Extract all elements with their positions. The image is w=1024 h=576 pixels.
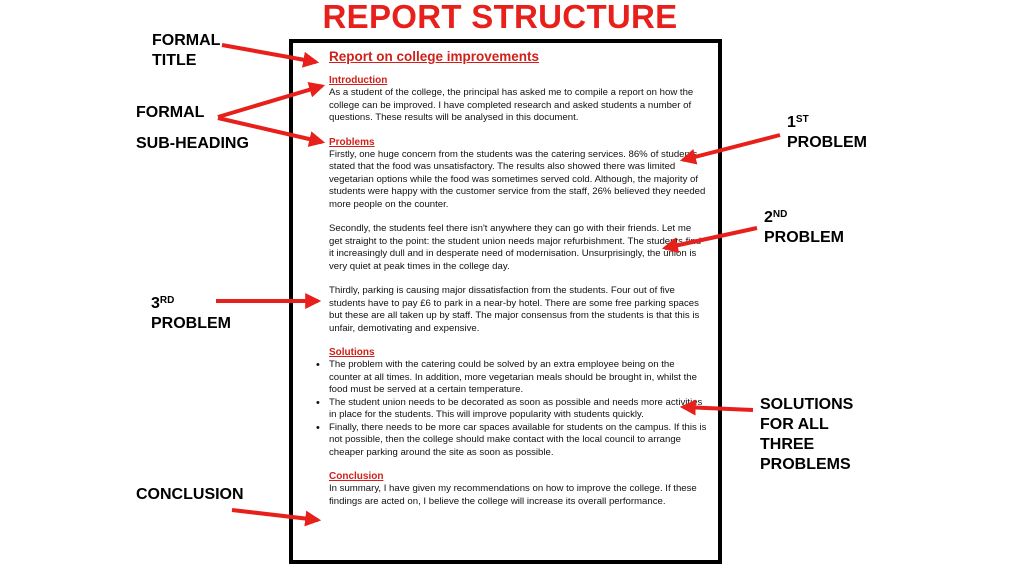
label-second-problem: 2ND PROBLEM bbox=[764, 209, 844, 246]
arrow-formal-title bbox=[222, 45, 316, 62]
solutions-heading: Solutions bbox=[329, 347, 375, 358]
solution-item-1: • The problem with the catering could be solved by an extra employee being on the counter at all times. In addition, more vegetarian meals should be brought in, whilst the food must be served at a certain temperature. bbox=[329, 359, 707, 397]
introduction-text: As a student of the college, the principal has asked me to compile a report on how the college can be improved. I have completed research and asked students a number of questions. These results will be analysed in this document. bbox=[329, 87, 694, 123]
arrow-second-problem bbox=[665, 228, 757, 248]
conclusion-heading: Conclusion bbox=[329, 471, 384, 482]
arrow-subheading-problems bbox=[218, 118, 322, 142]
introduction-heading: Introduction bbox=[329, 75, 388, 86]
label-formal-title: FORMAL TITLE bbox=[152, 32, 221, 69]
problem-2-paragraph: Secondly, the students feel there isn't anywhere they can go with their friends. Let me get straight to the point: the student union needs major refurbishment. The students find it increasingly dull and in desperate need of modernisation. Unsurprisingly, the union is very quiet at peak times in the college day. bbox=[329, 223, 702, 272]
problem-1-paragraph: Firstly, one huge concern from the students was the catering services. 86% of students stated that the food was unsatisfactory. The results also showed there was limited vegetarian options while the food was sometimes served cold. Although, the majority of students were happy with the customer service from the staff, 26% believed they needed more people on the counter. bbox=[329, 148, 706, 210]
arrow-first-problem bbox=[683, 135, 780, 160]
conclusion-text: In summary, I have given my recommendations on how to improve the college. If these findings are acted on, I believe the college will increase its overall performance. bbox=[329, 483, 697, 507]
report-title: Report on college improvements bbox=[329, 49, 540, 64]
label-solutions: SOLUTIONS FOR ALL THREE PROBLEMS bbox=[760, 396, 854, 473]
arrow-subheading-introduction bbox=[218, 86, 322, 117]
label-formal-subheading: FORMAL SUB-HEADING bbox=[136, 104, 249, 152]
label-conclusion: CONCLUSION bbox=[136, 486, 244, 503]
main-title: REPORT STRUCTURE bbox=[322, 0, 678, 35]
solution-item-3: • Finally, there needs to be more car spaces available for students on the campus. If this is not possible, then the college should make contact with the local council to arrange cheaper parking around the site as soon as possible. bbox=[329, 422, 707, 460]
arrow-conclusion bbox=[232, 510, 318, 520]
label-first-problem: 1ST PROBLEM bbox=[787, 114, 867, 151]
problem-3-paragraph: Thirdly, parking is causing major dissatisfaction from the students. Four out of five students have to pay £6 to park in a near-by hotel. There are some free parking spaces but these are all taken up by staff. The major consensus from the students is that this is unfair, demotivating and expensive. bbox=[329, 285, 700, 334]
solution-item-2: • The student union needs to be decorated as soon as possible and needs more activities in place for the students. This will improve popularity with students quickly. bbox=[329, 397, 707, 422]
label-third-problem: 3RD PROBLEM bbox=[151, 295, 231, 332]
arrow-solutions bbox=[683, 407, 753, 410]
problems-heading: Problems bbox=[329, 136, 375, 148]
